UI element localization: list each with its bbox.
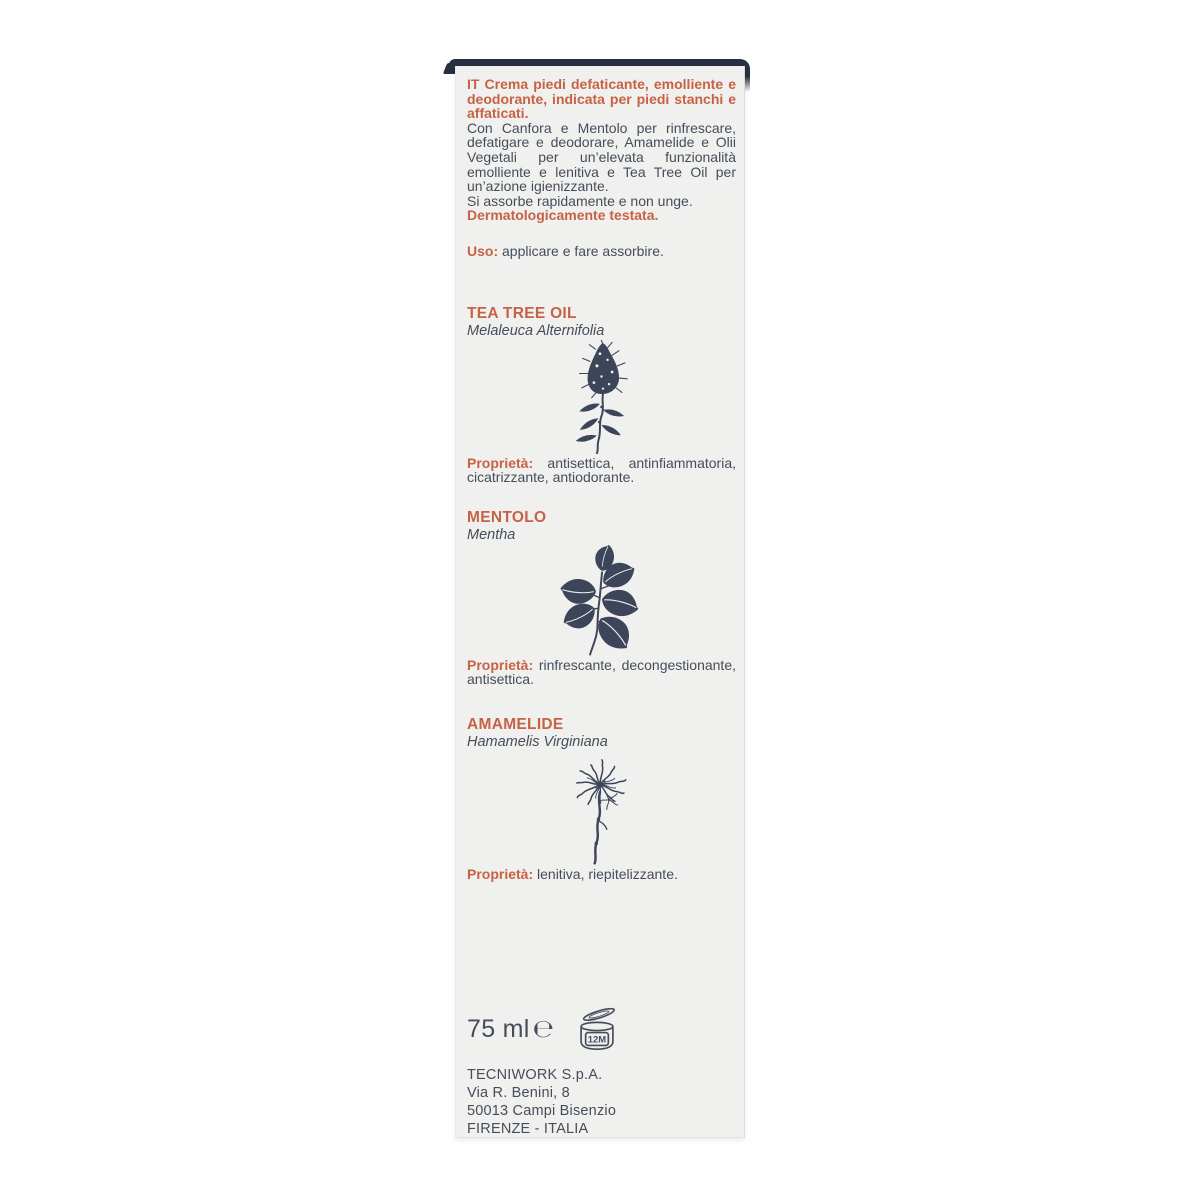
melaleuca-branch-icon xyxy=(556,340,647,454)
stem xyxy=(597,393,603,453)
properties-text: rinfrescante, decongestionante, antisettica. xyxy=(467,656,736,688)
witch-hazel-illustration-frame xyxy=(467,751,736,865)
ingredient-section-mentolo xyxy=(467,509,736,687)
mint-branch-icon xyxy=(557,544,647,656)
pao-duration-label: 12M xyxy=(587,1034,607,1046)
ingredients-paragraph: Con Canfora e Mentolo per rinfrescare, defatigare e deodorare, Amamelide e Olii Vegetali per un’elevata funzionalità emolliente e lenitiva e Tea Tree Oil per un’azione igienizzante. xyxy=(467,119,736,195)
pao-12m-icon xyxy=(572,1006,622,1053)
product-description-heading: IT Crema piedi defaticante, emolliente e deodorante, indicata per piedi stanchi e affaticati. xyxy=(467,76,736,122)
estimated-sign: ℮ xyxy=(532,1014,555,1043)
open-lid xyxy=(583,1006,615,1022)
latin-name-hamamelis: Hamamelis Virginiana xyxy=(467,733,608,750)
address-street: Via R. Benini, 8 xyxy=(467,1084,570,1101)
product-box-side-panel xyxy=(455,66,745,1138)
properties-label: Proprietà: xyxy=(467,865,534,882)
leaves xyxy=(559,544,642,656)
ingredient-section-tea-tree-oil xyxy=(467,305,736,485)
properties-mentolo xyxy=(467,658,736,687)
section-title-tea-tree-oil: TEA TREE OIL xyxy=(467,304,577,322)
latin-name-mentha: Mentha xyxy=(467,526,516,543)
properties-text: lenitiva, riepitelizzante. xyxy=(537,865,678,882)
usage-instructions xyxy=(467,244,736,259)
witch-hazel-branch-icon xyxy=(556,751,647,865)
section-title-amamelide: AMAMELIDE xyxy=(467,715,564,733)
properties-text: antisettica, antinfiammatoria, cicatrizzante, antiodorante. xyxy=(467,454,736,486)
volume-row xyxy=(467,1006,736,1053)
ingredient-section-amamelide xyxy=(467,716,736,882)
manufacturer-address xyxy=(467,1066,736,1139)
address-city: 50013 Campi Bisenzio xyxy=(467,1103,617,1120)
properties-tea-tree-oil xyxy=(467,456,736,485)
properties-label: Proprietà: xyxy=(467,656,534,673)
properties-label: Proprietà: xyxy=(467,454,534,471)
net-volume: 75 ml xyxy=(467,1015,530,1043)
section-title-mentolo: MENTOLO xyxy=(467,508,547,526)
absorption-note: Si assorbe rapidamente e non unge. xyxy=(467,192,693,209)
uso-text: applicare e fare assorbire. xyxy=(502,242,664,259)
melaleuca-illustration-frame xyxy=(467,340,736,454)
uso-label: Uso: xyxy=(467,242,499,259)
manufacturer-name: TECNIWORK S.p.A. xyxy=(467,1066,603,1083)
latin-name-melaleuca: Melaleuca Alternifolia xyxy=(467,322,605,339)
mint-illustration-frame xyxy=(467,544,736,656)
flower-cluster xyxy=(576,760,626,804)
properties-amamelide xyxy=(467,867,736,882)
address-region: FIRENZE - ITALIA xyxy=(467,1121,589,1138)
dermatologically-tested-note: Dermatologicamente testata. xyxy=(467,207,659,224)
flower-spike xyxy=(580,340,628,398)
